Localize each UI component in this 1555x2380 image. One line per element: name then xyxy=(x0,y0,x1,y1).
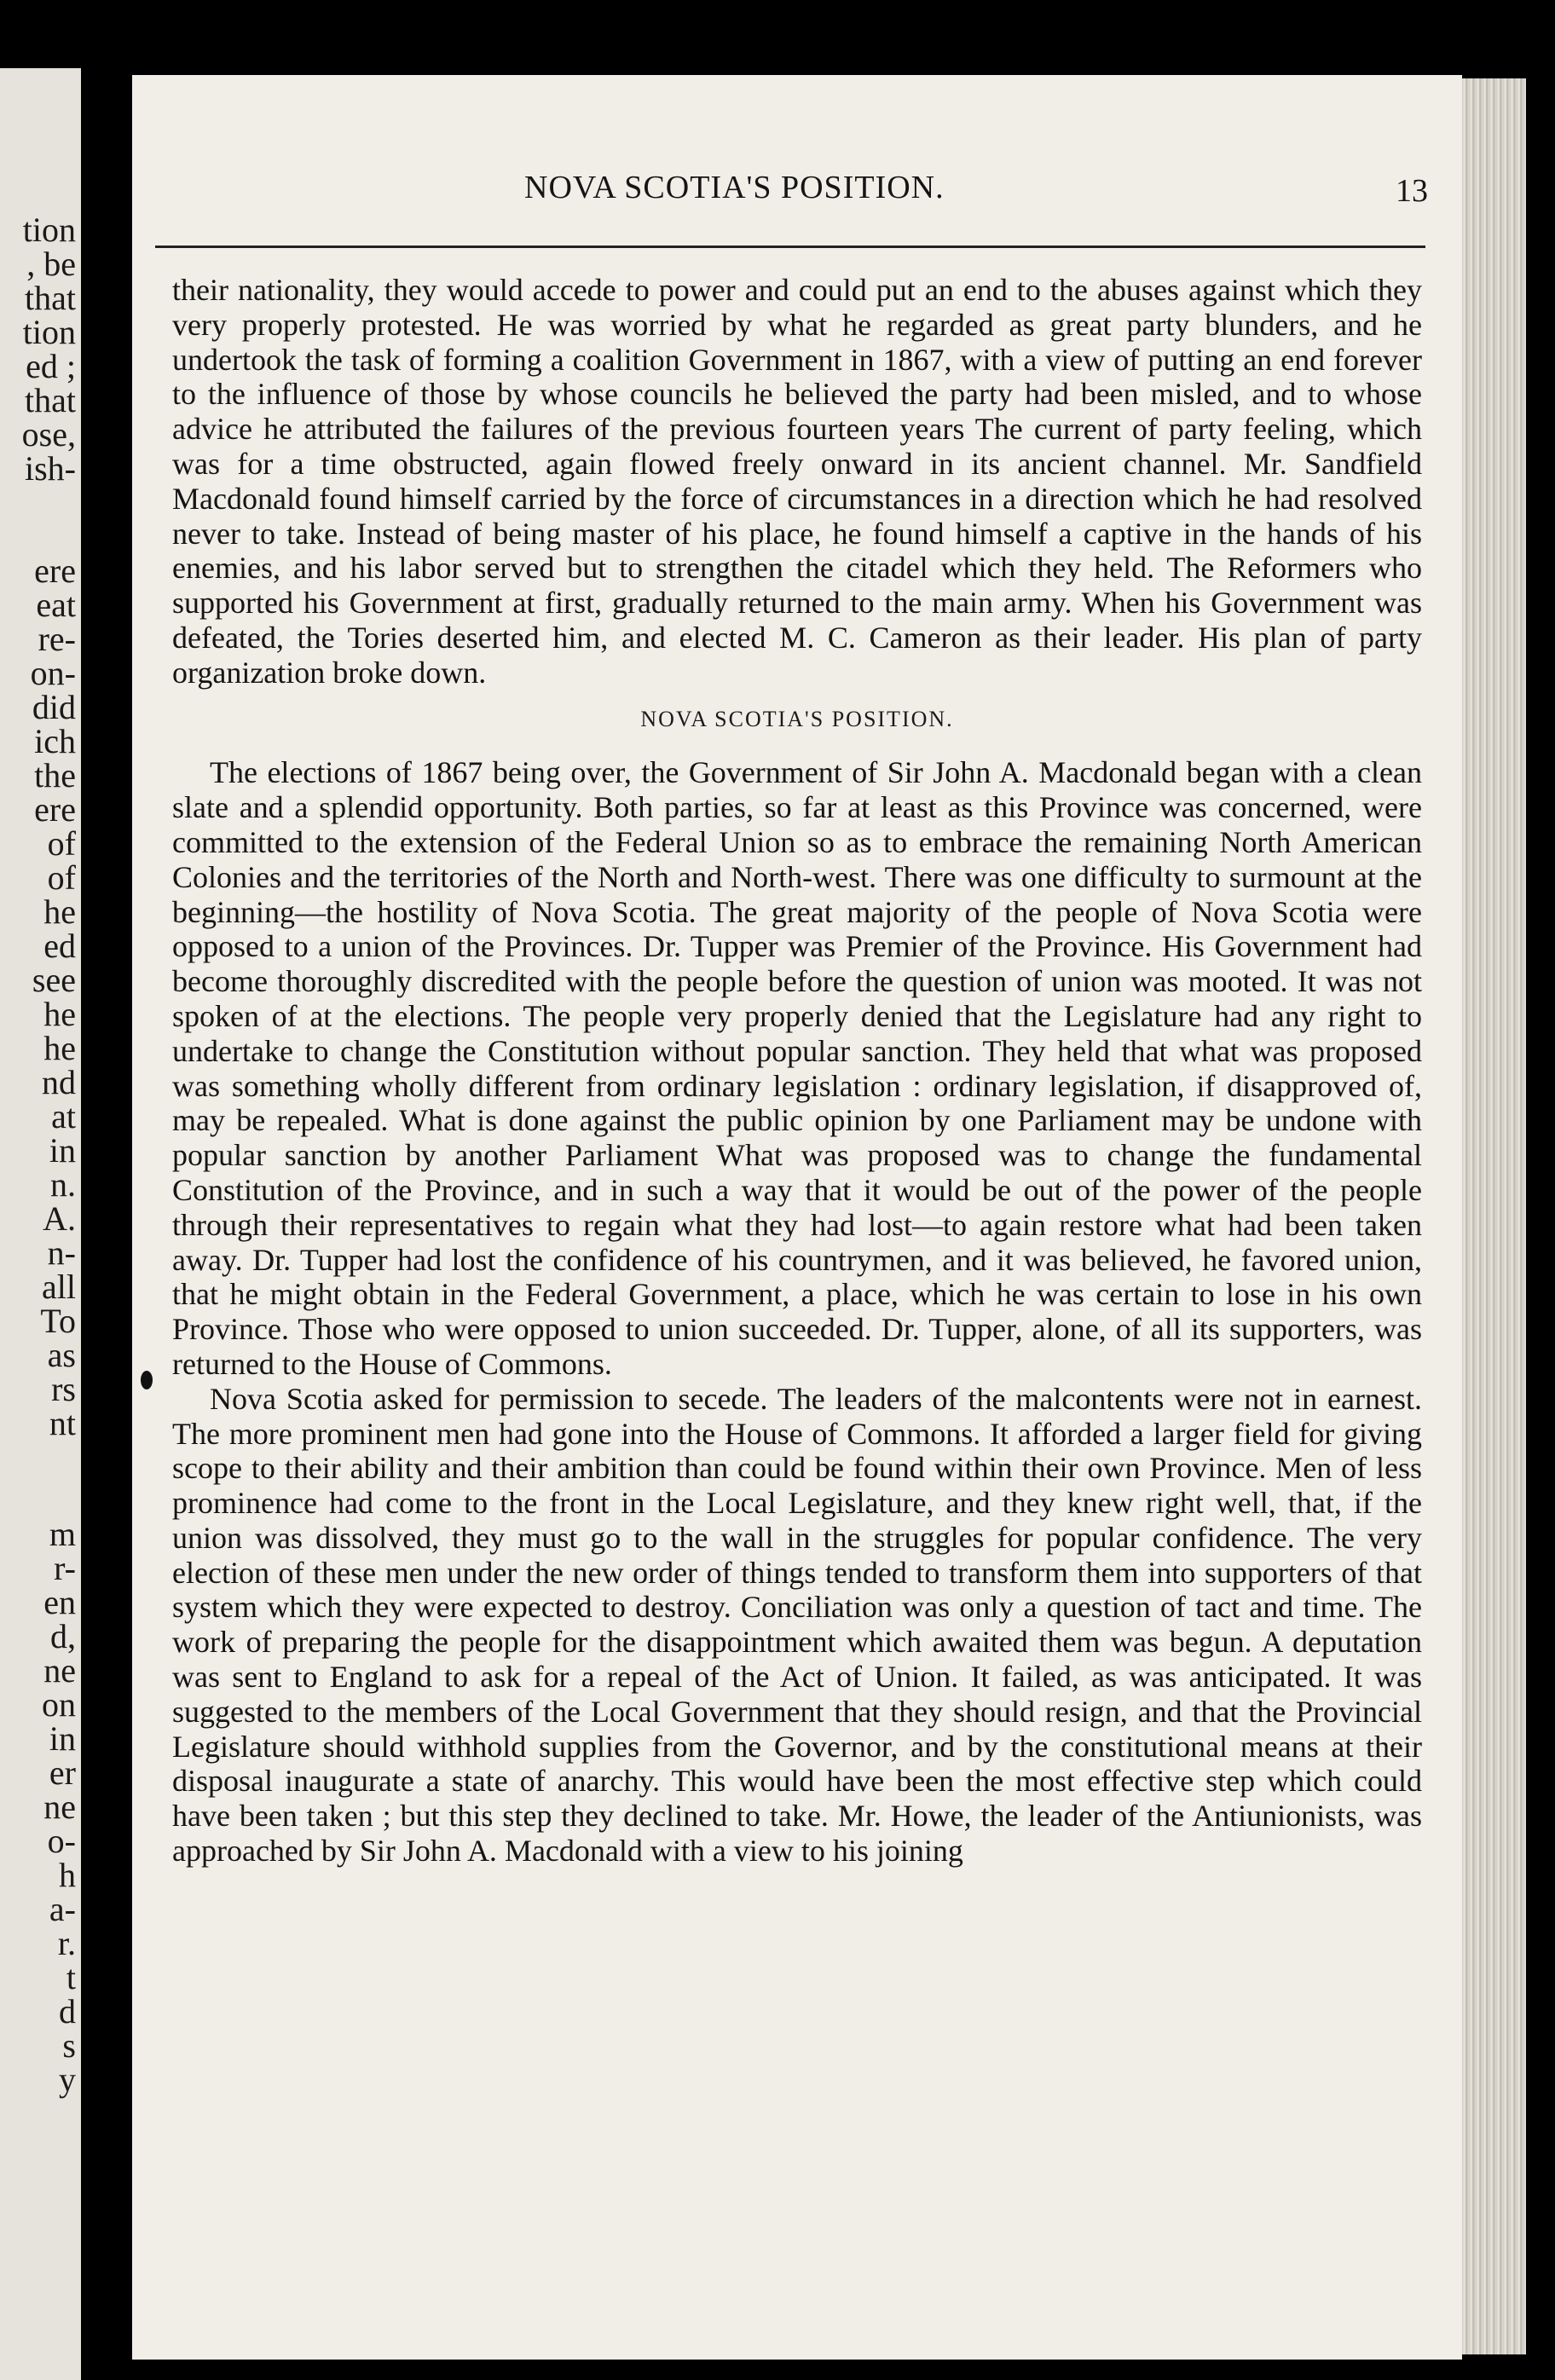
ink-blot xyxy=(141,1371,153,1389)
facing-page-text-fragment: did xyxy=(32,688,76,726)
facing-page-text-fragment: rs xyxy=(51,1370,76,1408)
facing-page-text-fragment: as xyxy=(47,1336,76,1374)
facing-page-text-fragment: en xyxy=(43,1583,76,1621)
paragraph: Nova Scotia asked for permission to secede. The leaders of the malcontents were not in earnest. The more prominent men had gone into the House of Commons. It afforded a larger field for giving scope to their ability and their ambition than could be found within their own Province. Men of less prominence had come to the front in the Local Legislature, and they knew right well, that, if the union was dissolved, they must go to the wall in the struggles for popular confidence. The very election of these men under the new order of things tended to transform them into supporters of that system which they were expected to destroy. Conciliation was only a question of tact and time. The work of preparing the people for the disappointment which awaited them was begun. A deputation was sent to England to ask for a repeal of the Act of Union. It failed, as was anticipated. It was suggested to the members of the Local Government that they should resign, and that the Provincial Legislature should withhold supplies from the Governor, and by the constitutional means at their disposal inaugurate a state of anarchy. This would have been the most effective step which could have been taken ; but this step they declined to take. Mr. Howe, the leader of the Antiunionists, was approached by Sir John A. Macdonald with a view to his joining xyxy=(172,1381,1422,1869)
page-block-edge xyxy=(1462,78,1526,2354)
facing-page-text-fragment: on- xyxy=(30,654,76,692)
facing-page-text-fragment: the xyxy=(34,756,76,794)
facing-page-text-fragment: tion xyxy=(22,313,76,351)
facing-page-text-fragment: ish- xyxy=(25,449,76,488)
page-header xyxy=(132,169,1462,220)
facing-page-text-fragment: of xyxy=(47,858,76,897)
facing-page-text-fragment: on xyxy=(42,1685,76,1724)
book-gutter xyxy=(81,0,132,2380)
facing-page-text-fragment: that xyxy=(25,381,76,419)
facing-page-text-fragment: h xyxy=(59,1856,76,1894)
facing-page-text-fragment: he xyxy=(43,892,76,931)
paragraph: The elections of 1867 being over, the Government of Sir John A. Macdonald began with a clean slate and a splendid opportunity. Both parties, so far at least as this Province was concerned, were committed to the extension of the Federal Union so as to embrace the remaining North American Colonies and the territories of the North and North-west. There was one difficulty to surmount at the beginning—the hostility of Nova Scotia. The great majority of the people of Nova Scotia were opposed to a union of the Provinces. Dr. Tupper was Premier of the Province. His Government had become thoroughly discredited with the people before the question of union was mooted. It was not spoken of at the elections. The people very properly denied that the Legislature had any right to undertake to change the Constitution without popular sanction. They held that what was proposed was something wholly different from ordinary legislation : ordinary legislation, if disapproved of, may be repealed. What is done against the public opinion by one Parliament may be undone with popular sanction by another Parliament What was proposed was to change the fundamental Constitution of the Province, and in such a way that it would be out of the power of the people through their representatives to regain what they had lost—to again restore what had been taken away. Dr. Tupper had lost the confidence of his countrymen, and it was believed, he favored union, that he might obtain in the Federal Government, a place, which he was certain to lose in his own Province. Those who were opposed to union succeeded. Dr. Tupper, alone, of all its supporters, was returned to the House of Commons. xyxy=(172,755,1422,1381)
header-rule xyxy=(155,246,1425,248)
facing-page-text-fragment: m xyxy=(49,1515,76,1553)
facing-page-text-fragment: re- xyxy=(38,620,76,658)
facing-page-text-fragment: ere xyxy=(34,552,76,590)
facing-page-text-fragment: , be xyxy=(26,245,76,283)
facing-page-text-fragment: r- xyxy=(54,1549,76,1587)
facing-page-text-fragment: ose, xyxy=(21,415,76,453)
page-text xyxy=(172,273,1422,1869)
paragraph: their nationality, they would accede to power and could put an end to the abuses against which they very properly protested. He was worried by what he regarded as great party blunders, and he undertook the task of forming a coalition Government in 1867, with a view of putting an end forever to the influence of those by whose councils he believed the party had been misled, and to whose advice he attributed the failures of the previous fourteen years The current of party feeling, which was for a time obstructed, again flowed freely onward in its ancient channel. Mr. Sandfield Macdonald found himself carried by the force of circumstances in a direction which he had resolved never to take. Instead of being master of his place, he found himself a captive in the hands of his enemies, and his labor served but to strengthen the citadel which they held. The Reformers who supported his Government at first, gradually returned to the main army. When his Government was defeated, the Tories deserted him, and elected M. C. Cameron as their leader. His plan of party organization broke down. xyxy=(172,273,1422,690)
facing-page-text-fragment: s xyxy=(62,2026,76,2065)
facing-page-text-fragment: d, xyxy=(50,1617,76,1655)
facing-page-text-fragment: r. xyxy=(57,1924,76,1962)
facing-page-text-fragment: d xyxy=(59,1992,76,2031)
facing-page-text-fragment: see xyxy=(32,961,76,999)
facing-page-text-fragment: eat xyxy=(36,586,76,624)
facing-page-text-fragment: n- xyxy=(47,1233,76,1272)
facing-page-text-fragment: y xyxy=(59,2060,76,2099)
facing-page-text-fragment: A. xyxy=(43,1199,76,1238)
facing-page-text-fragment: n. xyxy=(50,1165,76,1204)
facing-page-text-fragment: nt xyxy=(49,1404,76,1442)
running-title: NOVA SCOTIA'S POSITION. xyxy=(524,170,945,205)
facing-page-edge xyxy=(0,68,81,2380)
facing-page-text-fragment: at xyxy=(51,1097,76,1135)
facing-page-text-fragment: ich xyxy=(34,722,76,760)
facing-page-text-fragment: ed xyxy=(43,927,76,965)
facing-page-text-fragment: a- xyxy=(49,1890,76,1928)
facing-page-text-fragment: To xyxy=(40,1302,76,1340)
facing-page-text-fragment: ed ; xyxy=(26,347,76,385)
facing-page-text-fragment: in xyxy=(49,1131,76,1170)
facing-page-text-fragment: ne xyxy=(43,1788,76,1826)
facing-page-text-fragment: ere xyxy=(34,790,76,829)
facing-page-text-fragment: er xyxy=(49,1753,76,1792)
facing-page-text-fragment: tion xyxy=(22,211,76,249)
facing-page-text-fragment: t xyxy=(66,1958,76,1996)
facing-page-text-fragment: that xyxy=(25,279,76,317)
facing-page-text-fragment: all xyxy=(42,1268,76,1306)
book-page xyxy=(132,75,1462,2360)
facing-page-text-fragment: o- xyxy=(47,1822,76,1860)
facing-page-text-fragment: he xyxy=(43,995,76,1033)
section-heading: NOVA SCOTIA'S POSITION. xyxy=(640,706,954,731)
page-number: 13 xyxy=(1396,173,1428,209)
facing-page-text-fragment: nd xyxy=(42,1063,76,1101)
facing-page-text-fragment: ne xyxy=(43,1651,76,1690)
facing-page-text-fragment: in xyxy=(49,1719,76,1758)
facing-page-text-fragment: of xyxy=(47,824,76,863)
facing-page-text-fragment: he xyxy=(43,1029,76,1067)
